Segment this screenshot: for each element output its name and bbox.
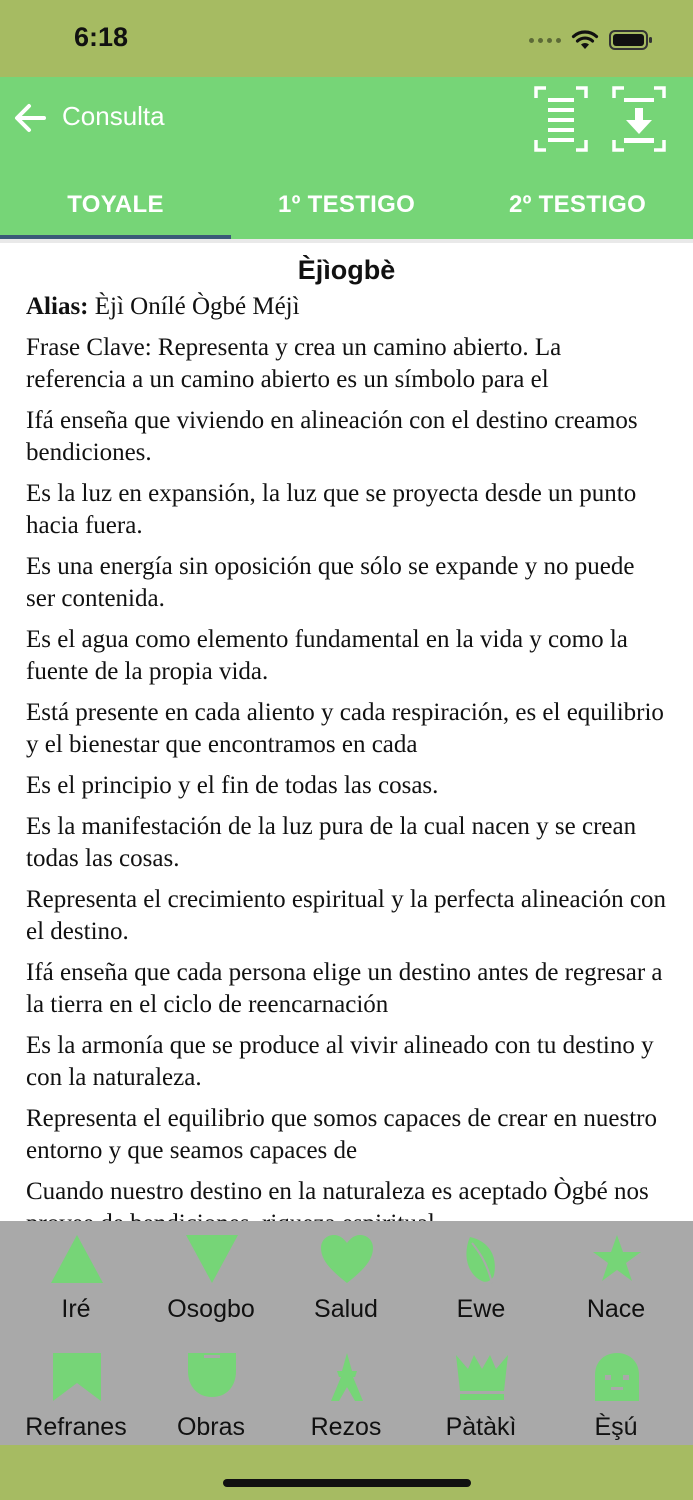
triangle-up-icon <box>49 1233 105 1285</box>
tab-segundo-testigo[interactable] <box>462 170 693 240</box>
battery-icon <box>609 29 653 51</box>
menu-label: Èşú <box>594 1413 638 1441</box>
status-bar <box>0 0 693 77</box>
tab-label: 2º TESTIGO <box>508 191 647 218</box>
paragraph: Representa el equilibrio que somos capaces de crear en nuestro entorno y que seamos capaces de <box>26 1105 657 1164</box>
cellular-signal-icon <box>529 38 561 43</box>
menu-item-refranes[interactable] <box>7 1339 145 1449</box>
home-indicator[interactable] <box>223 1479 471 1487</box>
paragraph: Ifá enseña que viviendo en alineación con el destino creamos bendiciones. <box>26 407 638 466</box>
arrow-left-icon <box>12 100 48 136</box>
paragraph: Es la luz en expansión, la luz que se proyecta desde un punto hacia fuera. <box>26 480 637 539</box>
paragraph: Representa el crecimiento espiritual y la perfecta alineación con el destino. <box>26 886 666 945</box>
document-view-button[interactable] <box>532 84 590 154</box>
alias-line <box>26 291 667 323</box>
tower-icon <box>319 1351 375 1403</box>
heart-icon <box>319 1233 375 1285</box>
home-indicator-area <box>0 1445 693 1500</box>
menu-item-nace[interactable] <box>547 1221 685 1331</box>
menu-label: Ewe <box>456 1295 506 1323</box>
leaf-icon <box>454 1233 510 1285</box>
triangle-down-icon <box>184 1233 240 1285</box>
paragraph: Está presente en cada aliento y cada respiración, es el equilibrio y el bienestar que encontramos en cada <box>26 699 664 758</box>
paragraph: Cuando nuestro destino en la naturaleza es aceptado Ògbé nos <box>26 1178 649 1205</box>
menu-item-pataki[interactable] <box>412 1339 550 1449</box>
paragraph: Es el principio y el fin de todas las cosas. <box>26 772 439 799</box>
status-time: 6:18 <box>74 22 129 52</box>
bottom-menu <box>0 1221 693 1445</box>
crown-icon <box>454 1351 510 1403</box>
sign-title: Èjìogbè <box>297 255 396 285</box>
menu-label: Obras <box>176 1413 246 1441</box>
paragraph: Frase Clave: Representa y crea un camino abierto. La referencia a un camino abierto es un símbolo para el <box>26 334 562 393</box>
tab-bar <box>0 170 693 240</box>
menu-item-osogbo[interactable] <box>142 1221 280 1331</box>
back-button[interactable] <box>12 100 48 136</box>
alias-value: Èjì Onílé Ògbé Méjì <box>88 293 300 320</box>
page-title: Consulta <box>62 101 165 131</box>
tab-label: TOYALE <box>67 191 164 218</box>
consulta-content[interactable] <box>0 243 693 1221</box>
menu-label: Osogbo <box>167 1295 255 1323</box>
menu-item-salud[interactable] <box>277 1221 415 1331</box>
document-lines-icon <box>532 84 590 154</box>
tab-toyale[interactable] <box>0 170 231 240</box>
bookmark-icon <box>49 1351 105 1403</box>
menu-label: Pàtàkì <box>445 1413 517 1441</box>
menu-label: Nace <box>586 1295 646 1323</box>
tab-primer-testigo[interactable] <box>231 170 462 240</box>
menu-label: Salud <box>314 1295 378 1323</box>
paragraph: Es el agua como elemento fundamental en la vida y como la fuente de la propia vida. <box>26 626 628 685</box>
status-icons <box>529 26 653 54</box>
menu-item-eshu[interactable] <box>547 1339 685 1449</box>
menu-item-ewe[interactable] <box>412 1221 550 1331</box>
alias-label: Alias: <box>26 293 89 320</box>
paragraph: Es la manifestación de la luz pura de la cual nacen y se crean todas las cosas. <box>26 813 637 872</box>
download-icon <box>610 84 668 154</box>
menu-label: Iré <box>61 1295 91 1323</box>
paragraph: Es una energía sin oposición que sólo se expande y no puede ser contenida. <box>26 553 635 612</box>
menu-item-obras[interactable] <box>142 1339 280 1449</box>
wifi-icon <box>571 29 599 51</box>
star-icon <box>589 1233 645 1285</box>
tab-label: 1º TESTIGO <box>277 191 416 218</box>
menu-item-rezos[interactable] <box>277 1339 415 1449</box>
face-icon <box>589 1351 645 1403</box>
download-button[interactable] <box>610 84 668 154</box>
paragraph: Ifá enseña que cada persona elige un destino antes de regresar a la tierra en el ciclo de reencarnación <box>26 959 663 1018</box>
cup-icon <box>184 1351 240 1403</box>
menu-label: Refranes <box>25 1413 127 1441</box>
menu-item-ire[interactable] <box>7 1221 145 1331</box>
menu-label: Rezos <box>310 1413 382 1441</box>
paragraph: Es la armonía que se produce al vivir alineado con tu destino y con la naturaleza. <box>26 1032 654 1091</box>
